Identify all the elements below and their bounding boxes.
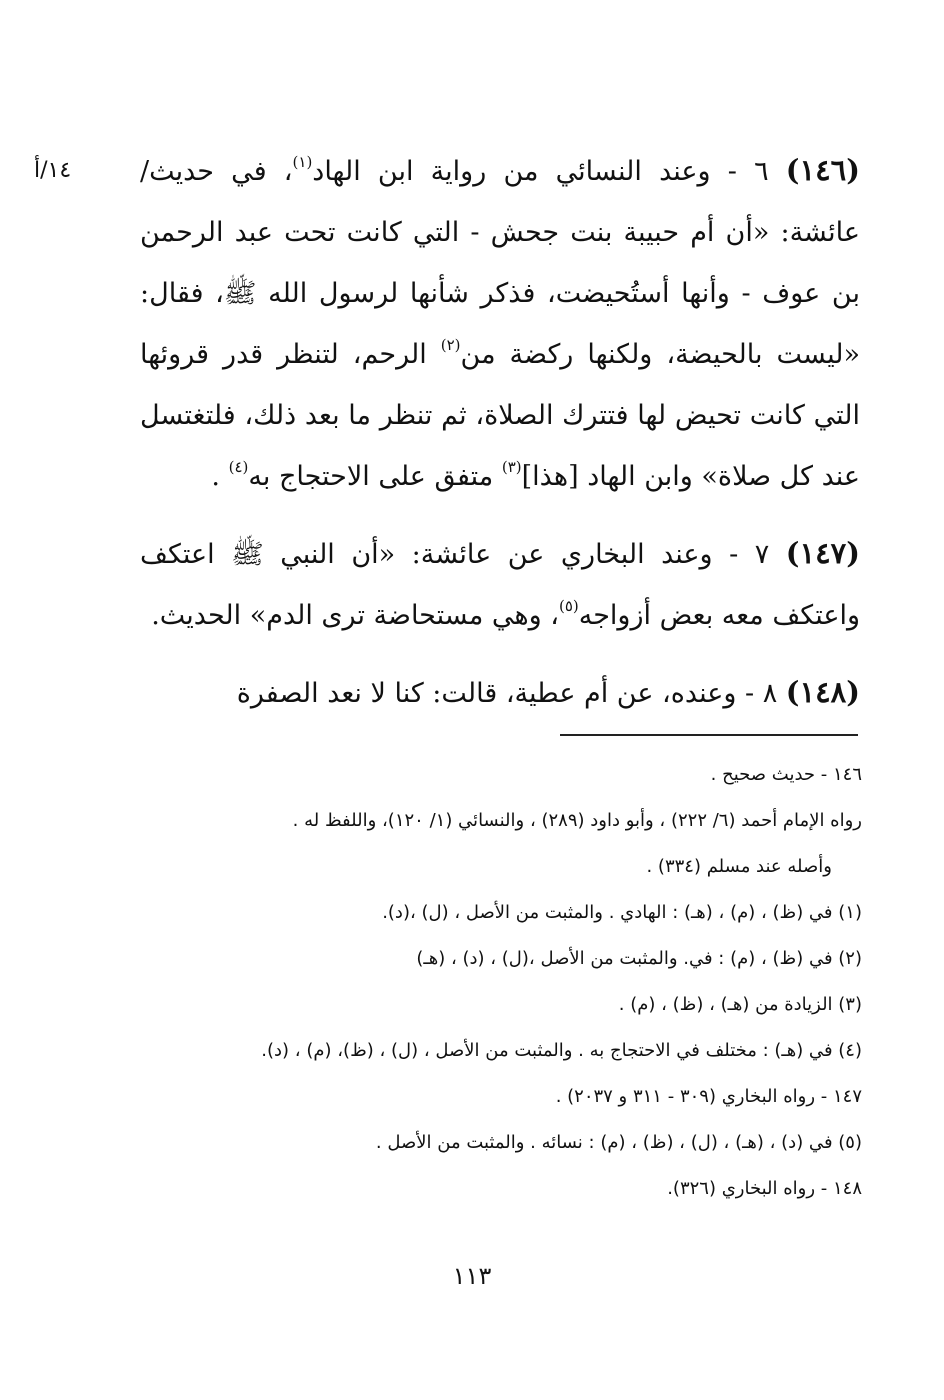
footnote-line: (٥) في (د) ، (هـ) ، (ل) ، (ظ) ، (م) : نسائه . والمثبت من الأصل . — [375, 1132, 862, 1153]
footnote-line: ١٤٧ - رواه البخاري (٣٠٩ - ٣١١ و ٢٠٣٧) . — [555, 1086, 862, 1107]
hadith-text: الرحم، لتنظر قدر قروئها التي كانت تحيض لها فتترك الصلاة، ثم تنظر ما بعد ذلك، فلتغتسل عند كل صلاة» وابن الهاد [هذا] — [140, 339, 860, 492]
hadith-text: ، في حديث/ عائشة: «أن أم حبيبة بنت جحش - التي كانت تحت عبد الرحمن بن عوف - وأنها أستُحيضت، فذكر شأنها لرسول الله ﷺ، فقال: «ليست بالحيضة، ولكنها ركضة من — [140, 156, 860, 370]
hadith-text: ، وهي مستحاضة ترى الدم» الحديث. — [151, 600, 559, 631]
footnote-line: وأصله عند مسلم (٣٣٤) . — [646, 856, 832, 877]
footnote-marker: (١) — [292, 153, 313, 171]
footnote-line: (٣) الزيادة من (هـ) ، (ظ) ، (م) . — [618, 994, 862, 1015]
hadith-number: (١٤٨) — [785, 675, 860, 709]
hadith-text: ٦ - وعند النسائي من رواية ابن الهاد — [312, 156, 769, 187]
footnote-line: (٢) في (ظ) ، (م) : في. والمثبت من الأصل ،(ل) ، (د) ، (هـ) — [416, 948, 862, 969]
footnote-line: رواه الإمام أحمد (٦/ ٢٢٢) ، وأبو داود (٢٨٩) ، والنسائي (١/ ١٢٠)، واللفظ له . — [292, 810, 862, 831]
footnote-marker: (٢) — [440, 336, 461, 354]
footnote-line: ١٤٦ - حديث صحيح . — [710, 764, 862, 785]
main-text — [140, 140, 860, 724]
footnote-line: (٤) في (هـ) : مختلف في الاحتجاج به . والمثبت من الأصل ، (ل) ، (ظ)، (م) ، (د). — [261, 1040, 862, 1061]
hadith-number: (١٤٦) — [785, 153, 860, 187]
footnote-marker: (٤) — [228, 458, 249, 476]
hadith-text: ٨ - وعنده، عن أم عطية، قالت: كنا لا نعد الصفرة — [236, 678, 778, 709]
margin-folio-reference: ١٤/أ — [34, 158, 72, 183]
hadith-paragraph-146 — [140, 140, 860, 507]
footnote-line: ١٤٨ - رواه البخاري (٣٢٦). — [667, 1178, 862, 1199]
hadith-text: . — [211, 461, 229, 492]
hadith-number: (١٤٧) — [785, 536, 860, 570]
footnotes-section — [140, 752, 862, 1212]
footnote-marker: (٣) — [501, 458, 522, 476]
hadith-text: متفق على الاحتجاج به — [248, 461, 502, 492]
footnote-marker: (٥) — [558, 597, 579, 615]
hadith-text: ٧ - وعند البخاري عن عائشة: «أن النبي ﷺ اعتكف واعتكف معه بعض أزواجه — [140, 539, 860, 631]
page-number: ١١٣ — [452, 1262, 492, 1290]
footnote-divider — [560, 734, 858, 736]
hadith-paragraph-147 — [140, 523, 860, 646]
hadith-paragraph-148 — [140, 662, 860, 724]
footnote-line: (١) في (ظ) ، (م) ، (هـ) : الهادي . والمثبت من الأصل ، (ل) ،(د). — [382, 902, 862, 923]
